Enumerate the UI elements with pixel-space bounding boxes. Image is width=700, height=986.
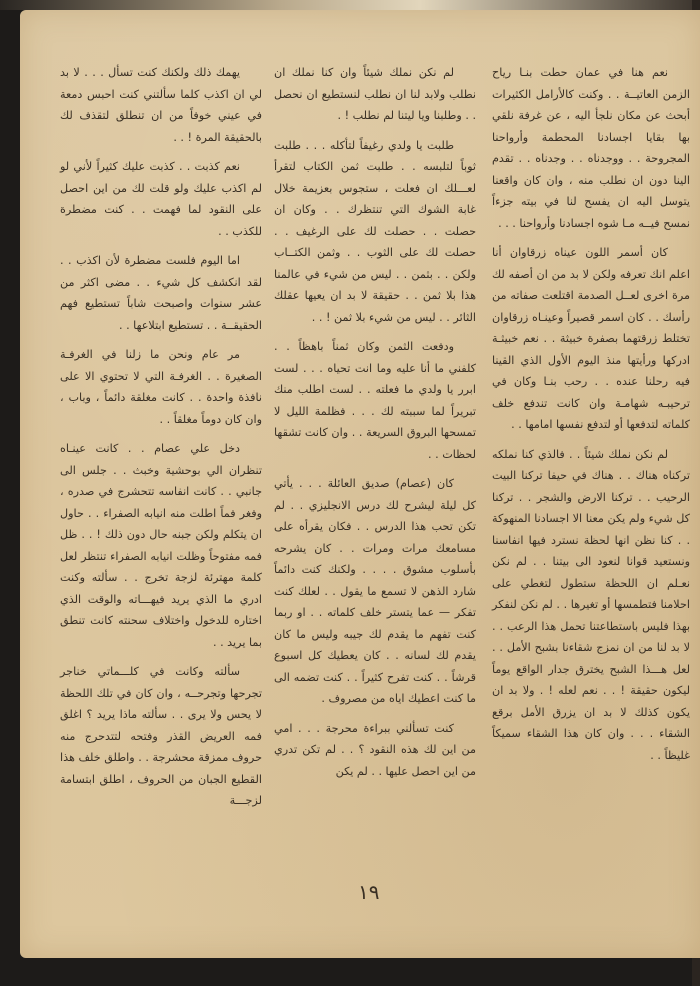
magazine-page bbox=[20, 10, 700, 958]
text-column-left bbox=[60, 62, 262, 820]
text-column-right bbox=[492, 62, 690, 774]
text-column-middle bbox=[274, 62, 476, 790]
scan-top-edge bbox=[0, 0, 700, 10]
paragraph: كان (عصام) صديق العائلة . . . يأتي كل ليلة ليشرح لك درس الانجليزي . . لم تكن تحب هذا الدرس . . فكان يقرأه على مسامعك مرات ومرات . . كان يشرحه بأسلوب مشوق . . . . ولكنك كنت دائماً شارد الذهن لا تسمع ما يقول . . لعلك كنت تفكر — عما يتستر خلف كلماته . . او ربما كنت تفهم ما يقدم لك جيبه وليس ما كان يقدم لك لسانه . . كان يعطيك كل اسبوع قرشاً . . كنت تفرح كثيراً . . كنت تضمه الى ما كنت اعطيك اياه من مصروف . bbox=[274, 477, 476, 705]
paragraph: اما اليوم فلست مضطرة لأن اكذب . . لقد انكشف كل شيء . . مضى اكثر من عشر سنوات واصبحت شاباً تستطيع فهم الحقيقــة . . تستطيع ابتلاعها . . bbox=[60, 254, 262, 332]
paragraph: كان أسمر اللون عيناه زرقاوان أنا اعلم انك تعرفه ولكن لا بد من ان أصفه لك مرة اخرى لعــل الصدمة اقتلعت صفاته من رأسك . . كان اسمر قصيراً وعينـاه زرقاوان تختلط زرقتهما بصفرة خبيثة . . نعم خبيثـة ادركها ورأيتها منذ اليوم الأول الذي القينا فيه رحلنا عنده . . رحب بنـا وكان في ترحيبـه شهامـة وان كانت تندفع خلف كلماته لتدفعها أو لتدفع نفسها امامها . . bbox=[492, 246, 690, 431]
paragraph: كنت تسألني ببراءة محرجة . . . امي من اين لك هذه النقود ؟ . . لم تكن تدري من اين احصل عليها . . لم يكن bbox=[274, 721, 476, 778]
paragraph: يهمك ذلك ولكنك كنت تسأل . . . لا بد لي ان اكذب كلما سألتني كنت احبس دمعة في عيني خوفاً من ان تنطلق لتقذف لك بالحقيقة المرة ! . . bbox=[60, 66, 262, 144]
paragraph: نعم هنا في عمان حطت بنـا رياح الزمن العاتيــة . . وكنت كالأرامل الكثيرات أبحث عن مكان نلجأ اليه ، عن غرفة نلقي بها بقايا اجسادنا المحطمة وأرواحنا المجروحة . . ووجدناه . . وجدناه . . تقدم الينا دون ان نطلب منه ، وان كان واقعنا يتوسل اليه ان يفسح لنا في بيته جزءاً نمسح فيــه مـا شوه اجسادنا وأرواحنا . . . bbox=[492, 66, 690, 230]
paragraph: دخل علي عصام . . كانت عينـاه تنظران الي بوحشية وخبث . . جلس الى جانبي . . كانت انفاسه تتحشرج في صدره ، وفغر فماً اطلت منه انيابه الصفراء . . حاول ان يتكلم ولكن جبنه حال دون ذلك ! . . ظل فمه مفتوحاً وظلت انيابه الصفراء تنتظر لعل كلمة مهترئة لزجة تخرج . . سألته وكنت ادري ما الذي يريد فيهـــاته والوقت الذي اختاره للدخول واختلاف سحنته كانت تنطق بما يريد . . bbox=[60, 442, 262, 649]
paragraph: نعم كذبت . . كذبت عليك كثيراً لأني لو لم اكذب عليك ولو قلت لك من اين احصل على النقود لما فهمت . . كنت مضطرة للكذب . . bbox=[60, 160, 262, 238]
paragraph: لم نكن نملك شيئاً . . فالذي كنا نملكه تركناه هناك . . هناك في حيفا تركنا البيت الرحيب . . تركنا الارض والشجر . . تركنا كل شيء ولم يكن معنا الا اجسادنا المنهوكة . . كنا نظن انها لحظة نسترد فيها انفاسنا ونستعيد قوانا لنعود الى بيتنا . . لم نكن نعـلم ان اللحظة ستطول لتغطي على احلامنا فتطمسها أو تغيرها . . لم نكن لنفكر بهذا فليس باستطاعتنا تحمل هذا الرعب . . لا بد لنا من ان نمزج شقاءنا بشبح الأمل . . لعل هـــذا الشبح يخترق جدار الواقع يوماً ليكون حقيقة ! . . نعم لعله ! . ولا بد ان يكون كذلك لا بد ان يزرق الأمل برقع الشقاء . . . وان كان هذا الشقاء سميكاً غليظاً . . bbox=[492, 447, 690, 762]
paragraph: لم نكن نملك شيئاً وان كنا نملك ان نطلب ولابد لنا ان نطلب لنستطيع ان نحصل . . وطلبنا ويا ليتنا لم نطلب ! . bbox=[274, 66, 476, 122]
paragraph: ودفعت الثمن وكان ثمناً باهظاً . . كلفني ما أنا عليه وما انت تحياه . . . لست ابرر يا ولدي ما فعلته . . لست اطلب منك تبريراً لما سببته لك . . . فظلمة الليل لا تمسحها البروق السريعة . . وان كانت تشقها لحظات . . bbox=[274, 340, 476, 461]
paragraph: طلبت يا ولدي رغيفاً لتأكله . . . طلبت ثوباً لتلبسه . . طلبت ثمن الكتاب لتقرأ لعـــلك ان فعلت ، ستجوس بعزيمة خلال غابة الشوك التي تنتظرك . . وكان ان حصلت . . حصلت لك على الرغيف . . حصلت لك على الثوب . . وثمن الكتــاب ولكن . . بثمن . . ليس من شيء في عالمنا هذا بلا ثمن . . حقيقة لا بد ان يعيها عقلك الثائر . . ليس من شيء بلا ثمن ! . . bbox=[274, 138, 476, 324]
paragraph: مر عام ونحن ما زلنا في الغرفـة الصغيرة . . الغرفـة التي لا تحتوي الا على نافذة واحدة . . كانت مغلقة دائماً ، وباب ، وان كان دوماً مغلقاً . . bbox=[60, 348, 262, 426]
paragraph: سألته وكانت في كلـــماتي خناجر تجرحها وتجرحــه ، وان كان في تلك اللحظة لا يحس ولا يرى . . سألته ماذا يريد ؟ اغلق فمه العريض القذر وفتحه لتتدحرج منه حروف ممزقة محشرجة . . واطلق خلف هذا القطيع الجبان من الحروف ، اطلق ابتسامة لزجـــة bbox=[60, 665, 262, 807]
page-number: ١٩ bbox=[358, 880, 380, 904]
